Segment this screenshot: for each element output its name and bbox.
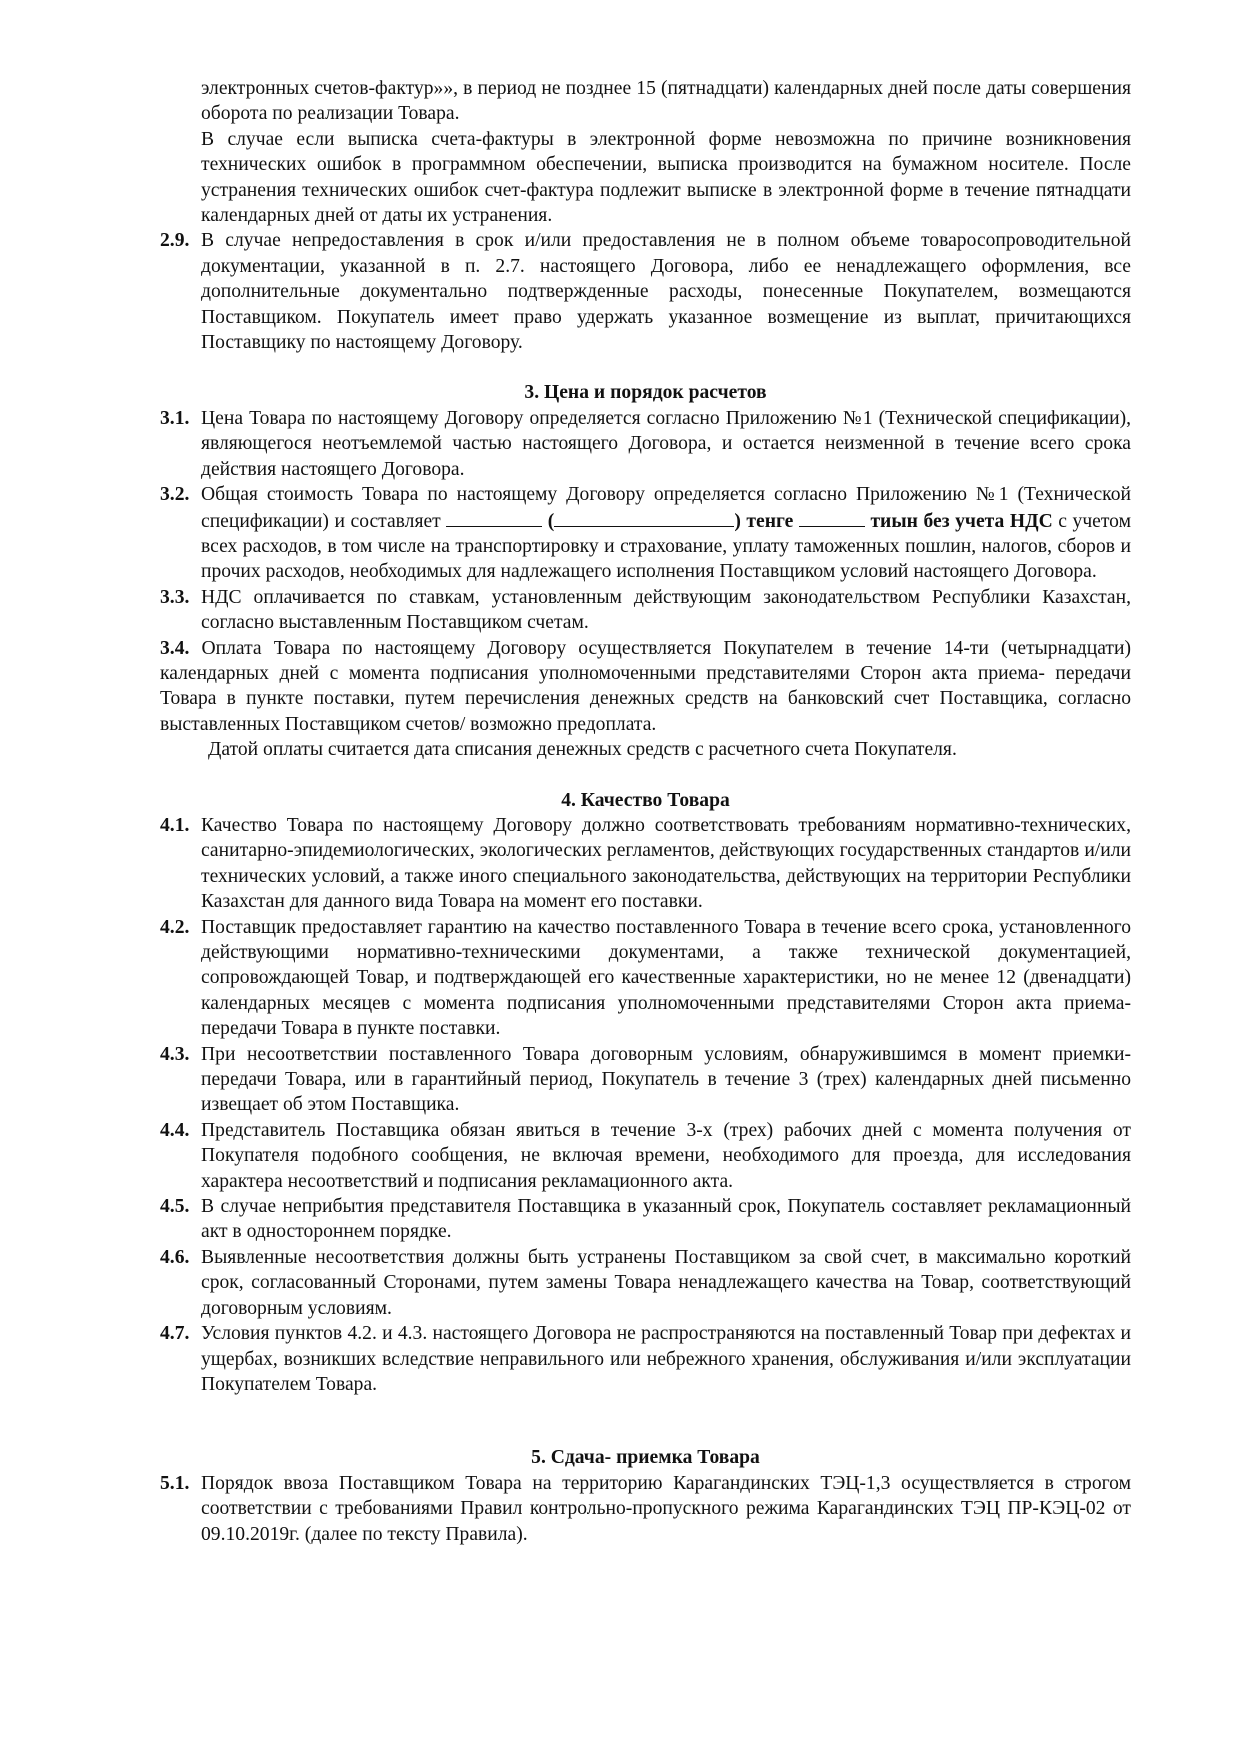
clause-3-2 bbox=[160, 482, 1131, 585]
intro-paragraph-2: В случае если выписка счета-фактуры в электронной форме невозможна по причине возникновения технических ошибок в программном обеспечении, выписка производится на бумажном носителе. После устранения технических ошибок счет-фактура подлежит выписке в электронной форме в течение пятнадцати календарных дней от даты их устранения. bbox=[201, 128, 1131, 227]
clause-text-a: Общая стоимость Товара по настоящему Договору определяется согласно Приложению №1 (Технической спецификации) и составляет bbox=[201, 484, 1131, 532]
clause-number: 4.2. bbox=[160, 916, 190, 938]
section-4-title: 4. Качество Товара bbox=[561, 789, 730, 811]
amount-words-blank bbox=[554, 508, 734, 527]
clause-text: НДС оплачивается по ставкам, установленным действующим законодательством Республики Казахстан, согласно выставленным Поставщиком счетам. bbox=[201, 586, 1131, 634]
clause-number: 4.6. bbox=[160, 1246, 190, 1268]
clause-2-9 bbox=[160, 228, 1131, 355]
tiyn-blank bbox=[799, 508, 865, 527]
clause-number: 4.7. bbox=[160, 1323, 190, 1345]
clause-number: 4.4. bbox=[160, 1119, 190, 1141]
clause-text: Оплата Товара по настоящему Договору осуществляется Покупателем в течение 14-ти (четырнадцати) календарных дней с момента подписания уполномоченными представителями Сторон акта приема- передачи Товара в пункте поставки, путем перечисления денежных средств на банковский счет Поставщика, согласно выставленных Поставщиком счетов/ возможно предоплата. bbox=[160, 637, 1131, 735]
clause-3-1 bbox=[160, 406, 1131, 482]
tiyn-label: тиын без учета НДС bbox=[870, 510, 1053, 532]
clause-text: Порядок ввоза Поставщиком Товара на территорию Карагандинских ТЭЦ-1,3 осуществляется в строгом соответствии с требованиями Правил контрольно-пропускного режима Карагандинских ТЭЦ ПР-КЭЦ-02 от 09.10.2019г. (далее по тексту Правила). bbox=[201, 1472, 1131, 1545]
clause-5-1 bbox=[160, 1471, 1131, 1547]
clause-text: При несоответствии поставленного Товара договорным условиям, обнаружившимся в момент приемки-передачи Товара, или в гарантийный период, Покупатель в течение 3 (трех) календарных дней письменно извещает об этом Поставщика. bbox=[201, 1043, 1131, 1116]
clause-number: 4.1. bbox=[160, 814, 190, 836]
amount-blank bbox=[446, 508, 542, 527]
clause-number: 4.3. bbox=[160, 1043, 190, 1065]
clause-number: 5.1. bbox=[160, 1472, 190, 1494]
clause-3-4 bbox=[160, 636, 1131, 738]
clause-4-1 bbox=[160, 813, 1131, 915]
clause-3-3 bbox=[160, 585, 1131, 636]
clause-text: Условия пунктов 4.2. и 4.3. настоящего Договора не распространяются на поставленный Товар при дефектах и ущербах, возникших вследствие неправильного или небрежного хранения, обслуживания и/или эксплуатации Покупателем Товара. bbox=[201, 1323, 1131, 1395]
document-body bbox=[0, 76, 1240, 1547]
clause-number: 3.4. bbox=[160, 637, 190, 659]
paren-open: ( bbox=[542, 510, 555, 532]
clause-number: 3.1. bbox=[160, 407, 190, 429]
clause-4-6 bbox=[160, 1245, 1131, 1321]
clause-text: Выявленные несоответствия должны быть устранены Поставщиком за свой счет, в максимально короткий срок, согласованный Сторонами, путем замены Товара ненадлежащего качества на Товар, соответствующий договорным условиям. bbox=[201, 1246, 1131, 1319]
clause-text: Цена Товара по настоящему Договору определяется согласно Приложению №1 (Технической спецификации), являющегося неотъемлемой частью настоящего Договора, и остается неизменной в течение всего срока действия настоящего Договора. bbox=[201, 407, 1131, 480]
clause-4-7 bbox=[160, 1321, 1131, 1397]
intro-paragraph: электронных счетов-фактур»», в период не позднее 15 (пятнадцати) календарных дней после даты совершения оборота по реализации Товара. bbox=[201, 78, 1131, 125]
tenge-label: ) тенге bbox=[734, 510, 799, 532]
clause-4-2 bbox=[160, 915, 1131, 1042]
clause-text: Поставщик предоставляет гарантию на качество поставленного Товара в течение всего срока, установленного действующими нормативно-техническими документами, а также технической документацией, сопровождающей Товар, и подтверждающей его качественные характеристики, но не менее 12 (двенадцати) календарных месяцев с момента подписания уполномоченными представителями Сторон акта приема-передачи Товара в пункте поставки. bbox=[201, 916, 1131, 1040]
clause-4-3 bbox=[160, 1042, 1131, 1118]
clause-text-b: с учетом всех расходов, в том числе на транспортировку и страхование, уплату таможенных пошлин, налогов, сборов и прочих расходов, необходимых для надлежащего исполнения Поставщиком условий настоящего Договора. bbox=[201, 510, 1131, 583]
clause-number: 3.2. bbox=[160, 484, 190, 506]
clause-number: 2.9. bbox=[160, 230, 190, 252]
clause-text: Представитель Поставщика обязан явиться в течение 3-х (трех) рабочих дней с момента получения от Покупателя подобного сообщения, не включая времени, необходимого для проезда, для исследования характера несоответствий и подписания рекламационного акта. bbox=[201, 1119, 1131, 1192]
clause-text: Качество Товара по настоящему Договору должно соответствовать требованиям нормативно-технических, санитарно-эпидемиологических, экологических регламентов, действующих государственных стандартов и/или технических условий, а также иного специального законодательства, действующих на территории Республики Казахстан для данного вида Товара на момент его поставки. bbox=[201, 814, 1131, 913]
clause-number: 3.3. bbox=[160, 586, 190, 608]
clause-number: 4.5. bbox=[160, 1196, 190, 1218]
clause-4-5 bbox=[160, 1194, 1131, 1245]
clause-text: В случае неприбытия представителя Поставщика в указанный срок, Покупатель составляет рекламационный акт в одностороннем порядке. bbox=[201, 1196, 1131, 1243]
clause-text: В случае непредоставления в срок и/или предоставления не в полном объеме товаросопроводительной документации, указанной в п. 2.7. настоящего Договора, либо ее ненадлежащего оформления, все дополнительные документально подтвержденные расходы, понесенные Покупателем, возмещаются Поставщиком. Покупатель имеет право удержать указанное возмещение из выплат, причитающихся Поставщику по настоящему Договору. bbox=[201, 230, 1131, 354]
clause-4-4 bbox=[160, 1118, 1131, 1194]
section-3-title: 3. Цена и порядок расчетов bbox=[524, 382, 767, 404]
section-5-title: 5. Сдача- приемка Товара bbox=[531, 1447, 760, 1469]
clause-text bbox=[201, 482, 1131, 585]
payment-date-note: Датой оплаты считается дата списания денежных средств с расчетного счета Покупателя. bbox=[208, 739, 957, 761]
